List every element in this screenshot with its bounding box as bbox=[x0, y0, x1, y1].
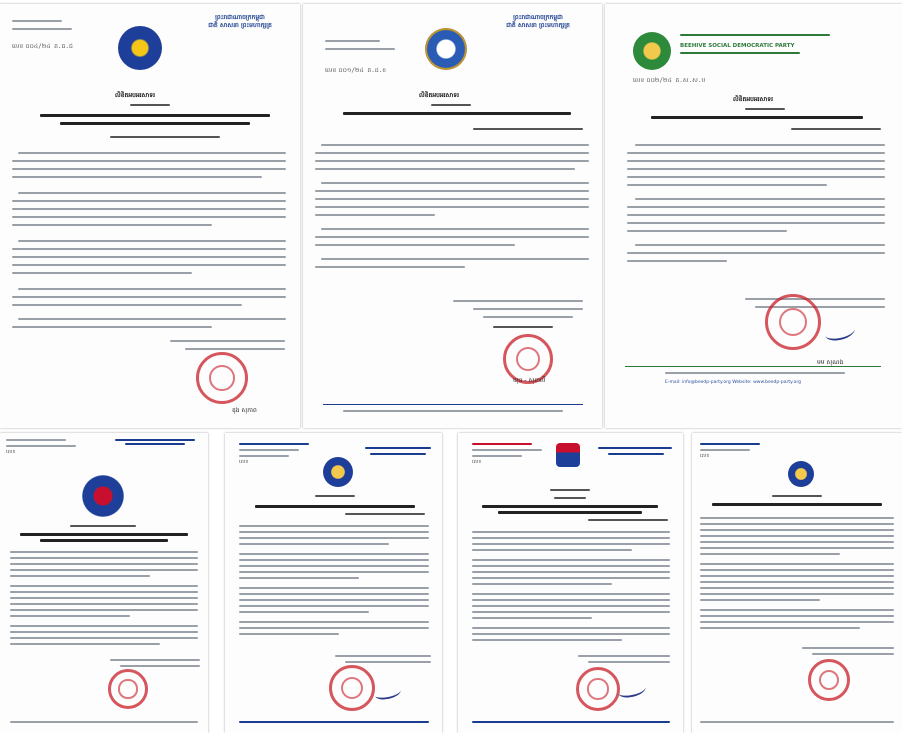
ref-label-7: លេខ bbox=[700, 453, 710, 459]
party-logo-3 bbox=[633, 32, 671, 70]
signature-5 bbox=[374, 685, 401, 701]
ref-label-3: លេខ bbox=[633, 77, 645, 84]
ref-number-1: ០០៤/២៤ គ.ធ.ជ bbox=[25, 43, 73, 50]
official-seal-1 bbox=[196, 352, 248, 404]
document-6 bbox=[458, 433, 683, 733]
ref-number-2: ០០១/២៤ គ.ដ.ខ bbox=[338, 67, 387, 74]
official-seal-5 bbox=[329, 665, 375, 711]
ref-number-3: ០០២/២៤ គ.ស.ស.ប bbox=[646, 77, 706, 84]
ref-label-5: លេខ bbox=[239, 459, 249, 465]
document-1 bbox=[0, 4, 300, 428]
official-seal-4 bbox=[108, 669, 148, 709]
document-5 bbox=[225, 433, 442, 733]
party-logo-5 bbox=[323, 457, 353, 487]
document-4 bbox=[0, 433, 208, 733]
signer-name-3: មម សុណង bbox=[817, 359, 844, 366]
ref-label-1: លេខ bbox=[12, 43, 24, 50]
party-logo-4 bbox=[82, 475, 124, 517]
document-7 bbox=[692, 433, 902, 733]
document-2 bbox=[303, 4, 602, 428]
nation-motto-1: ជាតិ សាសនា ព្រះមហាក្សត្រ bbox=[208, 22, 272, 29]
signer-name-2: ឃុន - សុខាលី bbox=[513, 377, 546, 384]
footer-contact-3: E-mail: info@beedp-party.org Website: www.beedp-party.org bbox=[665, 380, 801, 385]
subject-label-2: លិខិតអបអរសាទរ bbox=[419, 92, 459, 99]
signature-6 bbox=[617, 681, 647, 699]
official-seal-6 bbox=[576, 667, 620, 711]
subject-label-1: លិខិតអបអរសាទរ bbox=[115, 92, 155, 99]
document-3 bbox=[605, 4, 902, 428]
signer-name-1: ឌុង សុភាព bbox=[232, 407, 257, 414]
signature-3 bbox=[824, 322, 856, 342]
party-name-en: BEEHIVE SOCIAL DEMOCRATIC PARTY bbox=[680, 43, 795, 49]
ref-label-6: លេខ bbox=[472, 459, 482, 465]
party-logo-1 bbox=[118, 26, 162, 70]
party-logo-7 bbox=[788, 461, 814, 487]
ref-label-4: លេខ bbox=[6, 449, 16, 455]
ref-label-2: លេខ bbox=[325, 67, 337, 74]
kingdom-title-1: ព្រះរាជាណាចក្រកម្ពុជា bbox=[215, 14, 265, 21]
nation-motto-2: ជាតិ សាសនា ព្រះមហាក្សត្រ bbox=[506, 22, 570, 29]
kingdom-title-2: ព្រះរាជាណាចក្រកម្ពុជា bbox=[513, 14, 563, 21]
official-seal-3 bbox=[765, 294, 821, 350]
subject-label-3: លិខិតអបអរសាទរ bbox=[733, 96, 773, 103]
party-logo-6 bbox=[556, 443, 580, 467]
party-logo-2 bbox=[425, 28, 467, 70]
official-seal-7 bbox=[808, 659, 850, 701]
